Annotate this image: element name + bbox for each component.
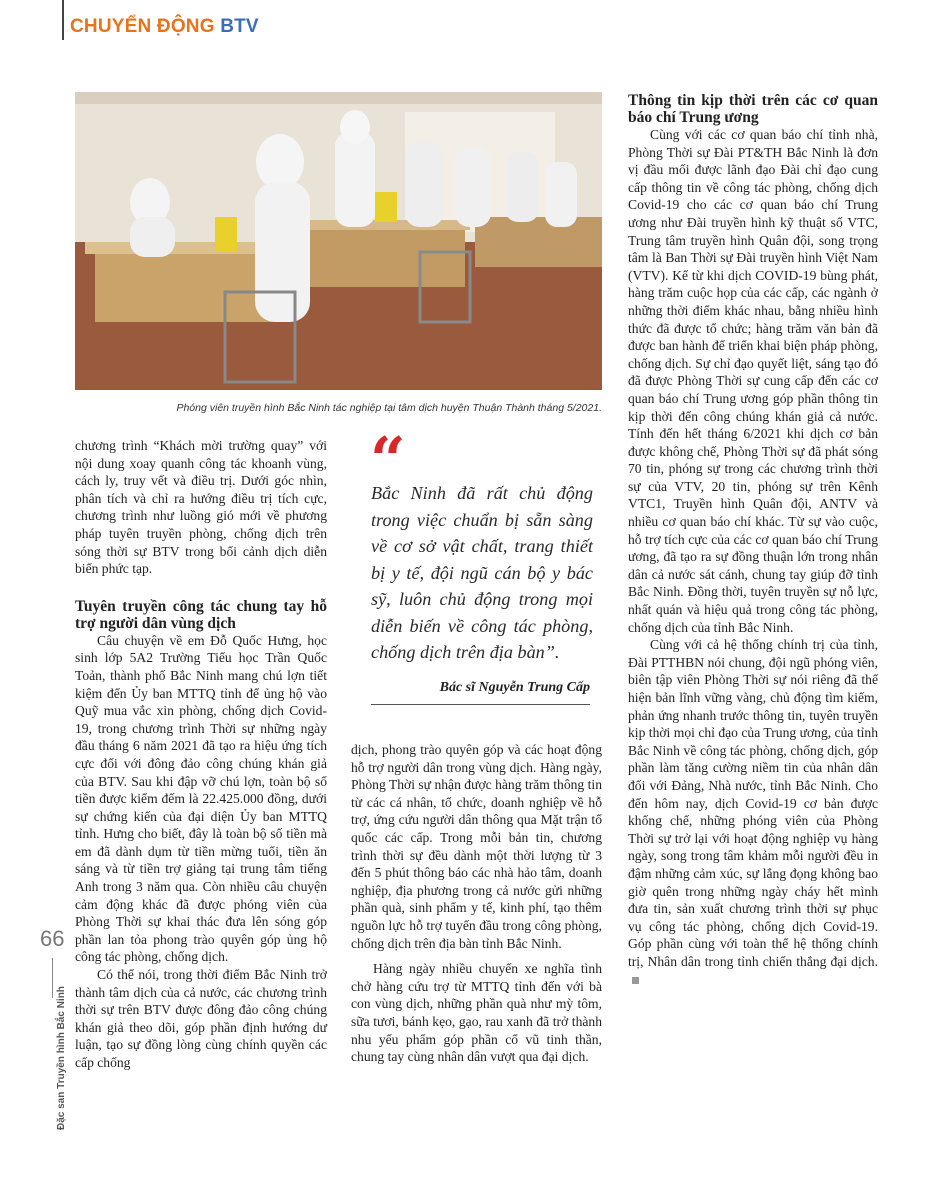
- paragraph: [628, 636, 878, 988]
- column-left: [75, 437, 327, 1072]
- paragraph: Cùng với các cơ quan báo chí tỉnh nhà, Phòng Thời sự Đài PT&TH Bắc Ninh là đơn vị đầu mối được lãnh đạo Đài chỉ đạo cung cấp thông tin về công tác phòng, chống dịch Covid-19 cho các cơ quan báo chí Trung ương như Đài truyền hình kỹ thuật số VTC, Trung tâm truyền hình Quân đội, song trọng tâm là Ban Thời sự Đài truyền hình Việt Nam (VTV). Kể từ khi dịch COVID-19 bùng phát, hàng trăm cuộc họp của các cấp, các ngành ở những thời điểm khác nhau, bằng nhiều hình thức đã được tổ chức; hàng trăm văn bản đã được ban hành để triển khai biện pháp phòng, chống dịch. Sự chỉ đạo quyết liệt, sáng tạo đó đã được Phòng Thời sự cung cấp đến các cơ quan báo chí Trung ương góp phần thông tin kịp thời đến công chúng khán giả cả nước. Tính đến hết tháng 6/2021 khi dịch cơ bản được không chế, Phòng Thời sự đã phát sóng 70 tin, phóng sự trong các chương trình thời sự của VTV, 20 tin, phóng sự trên Kênh VTC1, Truyền hình Quân đội, ANTV và nhiều cơ quan báo chí khác. Từ sự vào cuộc, hỗ trợ tích cực của các cơ quan báo chí Trung ương, đã tạo ra sự đồng thuận lớn trong nhân dân cả nước sát cánh, chung tay giúp đỡ tỉnh Bắc Ninh. Đồng thời, tuyên truyền sự nỗ lực, nhất quán và hiệu quả trong công tác phòng, chống dịch của tỉnh Bắc Ninh.: [628, 127, 878, 635]
- paragraph: Hàng ngày nhiều chuyến xe nghĩa tình chở hàng cứu trợ từ MTTQ tỉnh đến với bà con vùng dịch, những phần quà như mỳ tôm, sữa tươi, bánh kẹo, gạo, rau xanh đã trở thành nhu yếu phẩm góp phần cổ vũ tinh thần, chung tay cùng nhân dân vượt qua đại dịch.: [351, 961, 602, 1065]
- section-title-part2: BTV: [220, 16, 259, 37]
- quote-mark: “: [370, 423, 406, 496]
- paragraph: Có thể nói, trong thời điểm Bắc Ninh trở thành tâm dịch của cả nước, các chương trình thời sự trên BTV được đông đảo công chúng khán giả theo dõi, góp phần định hướng dư luận, tạo sự đồng lòng cùng chính quyền các cấp chống: [75, 967, 327, 1070]
- end-mark-icon: [632, 977, 639, 984]
- photo-illustration: [75, 92, 602, 390]
- page-number: 66: [40, 926, 65, 951]
- paragraph: Câu chuyện về em Đỗ Quốc Hưng, học sinh lớp 5A2 Trường Tiểu học Trần Quốc Toản, thành phố Bắc Ninh mang chú lợn tiết kiệm đến Ủy ban MTTQ tỉnh để ủng hộ vào Quỹ mua vắc xin phòng, chống dịch Covid-19, trong chương trình Thời sự những ngày đầu tháng 6 năm 2021 đã tạo ra hiệu ứng tích cực đối với đông đảo công chúng khán giả của BTV. Sau khi đập vỡ chú lợn, toàn bộ số tiền được kiểm đếm là 22.425.000 đồng, dưới sự chứng kiến của đại diện Ủy ban MTTQ tỉnh. Hưng cho biết, đây là toàn bộ số tiền mà em đã dành dụm từ tiền mừng tuổi, tiền ăn sáng và từ tiền trợ giảng tại trung tâm tiếng Anh trong 3 năm qua. Còn nhiều câu chuyện cảm động khác đã được phóng viên của Phòng Thời sự khai thác đưa lên sóng góp phần lan tỏa phong trào quyên góp ủng hộ công tác phòng, chống dịch.: [75, 632, 327, 965]
- publication-name: Đặc san Truyền hình Bắc Ninh: [56, 986, 67, 1130]
- pull-quote: Bắc Ninh đã rất chủ động trong việc chuẩn bị sẵn sàng về cơ sở vật chất, trang thiết bị y tế, đội ngũ cán bộ y bác sỹ, luôn chủ động trong mọi diễn biến về công tác phòng, chống dịch trên địa bàn”.: [371, 483, 593, 662]
- paragraph-text: Cùng với cả hệ thống chính trị của tỉnh, Đài PTTHBN nói chung, đội ngũ phóng viên, biên tập viên Phòng Thời sự nói riêng đã thể hiện bản lĩnh vững vàng, chủ động tìm kiếm, phản ứng nhanh trước thông tin, tuyên truyền kịp thời mọi chỉ đạo của Trung ương, của tỉnh Bắc Ninh về công tác phòng, chống dịch, góp phần làm tăng cường niềm tin của nhân dân đối với Đảng, Nhà nước, tỉnh Bắc Ninh. Cho đến hôm nay, dịch Covid-19 cơ bản được khống chế, những phóng viên của Phòng Thời sự trở lại với hoạt động nghiệp vụ hàng ngày, song trong tâm khảm mỗi người đều in đậm những cảm xúc, sự lắng đọng không bao giờ quên trong những ngày cháy hết mình đưa tin, sản xuất chương trình thời sự phục vụ công tác phòng, chống dịch Covid-19. Góp phần cùng với toàn thể hệ thống chính trị, Nhân dân trong tỉnh chiến thắng đại dịch.: [628, 637, 878, 969]
- article-photo: [75, 92, 602, 390]
- paragraph: chương trình “Khách mời trường quay” với nội dung xoay quanh công tác khoanh vùng, cách ly, truy vết và điều trị. Dưới góc nhìn, phân tích và chỉ ra hướng điều trị tích cực, chương trình như luồng gió mới về phương pháp tuyên truyền phòng, chống dịch trên sóng thời sự BTV trong bối cảnh dịch diễn biến phức tạp.: [75, 438, 327, 577]
- paragraph: dịch, phong trào quyên góp và các hoạt động hỗ trợ người dân trong vùng dịch. Hàng ngày, Phòng Thời sự nhận được hàng trăm thông tin từ các cá nhân, tổ chức, doanh nghiệp về hỗ trợ, ứng cứu người dân thông qua Mặt trận tổ quốc các cấp. Trong mỗi bản tin, chương trình thời sự đều dành một thời lượng từ 3 đến 5 phút thông báo các nhà hảo tâm, doanh nghiệp, địa phương trong cả nước gửi những phần quà, sinh phẩm y tế, kinh phí, tạo thêm nguồn lực hỗ trợ tuyến đầu trong công phòng, chống dịch trên địa bàn tỉnh Bắc Ninh.: [351, 742, 602, 951]
- quote-author: Bác sĩ Nguyễn Trung Cấp: [439, 680, 590, 695]
- section-heading: Tuyên truyền công tác chung tay hỗ trợ người dân vùng dịch: [75, 597, 327, 632]
- column-middle: [351, 741, 602, 1066]
- section-heading: Thông tin kịp thời trên các cơ quan báo chí Trung ương: [628, 92, 878, 126]
- section-header: [70, 16, 259, 38]
- photo-caption: Phóng viên truyền hình Bắc Ninh tác nghiệp tại tâm dịch huyện Thuận Thành tháng 5/2021.: [176, 402, 602, 414]
- column-right: [628, 92, 878, 988]
- section-title-part1: CHUYỂN ĐỘNG: [70, 16, 221, 37]
- page-number-rule: [52, 958, 53, 998]
- header-rule: [62, 0, 64, 40]
- quote-divider: [371, 704, 590, 705]
